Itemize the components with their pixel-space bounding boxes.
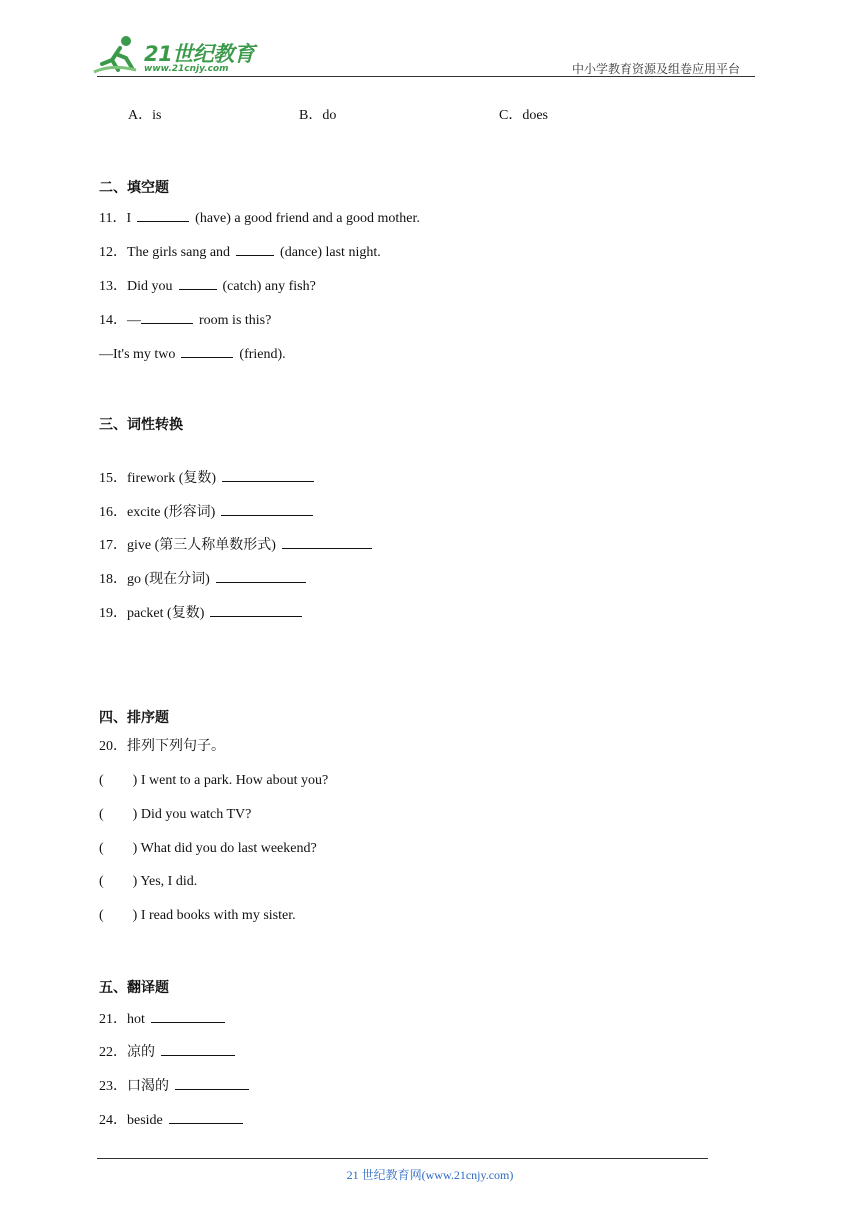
section-title-fill-blank: 二、填空题 <box>99 180 169 196</box>
answer-blank[interactable] <box>181 344 233 358</box>
option-c: C．does <box>499 108 548 123</box>
order-item <box>99 873 197 891</box>
order-sentence: ) Yes, I did. <box>132 874 198 889</box>
question-text: 13．Did you <box>99 279 173 294</box>
order-sentence: ) Did you watch TV? <box>132 807 252 822</box>
runner-logo-icon <box>92 34 142 78</box>
question-20: 20．排列下列句子。 <box>99 739 225 754</box>
answer-blank[interactable] <box>169 1110 243 1124</box>
question-21 <box>99 1009 231 1029</box>
question-text: 24．beside <box>99 1113 163 1128</box>
question-22 <box>99 1042 241 1062</box>
header-divider <box>97 76 755 77</box>
order-sentence: ) What did you do last weekend? <box>132 841 317 856</box>
question-15 <box>99 468 320 488</box>
question-text: 18．go (现在分词) <box>99 572 210 587</box>
order-bracket[interactable]: ( <box>99 807 104 822</box>
section-title-translation: 五、翻译题 <box>99 980 169 996</box>
question-text: (catch) any fish? <box>222 279 316 294</box>
answer-blank[interactable] <box>179 276 217 290</box>
option-b: B．do <box>299 108 337 123</box>
question-24 <box>99 1110 249 1130</box>
question-18 <box>99 569 312 589</box>
question-13 <box>99 276 316 296</box>
question-text: 12．The girls sang and <box>99 245 231 260</box>
logo-text: 21世纪教育 <box>144 42 255 66</box>
header-platform-text: 中小学教育资源及组卷应用平台 <box>572 62 741 76</box>
question-text: —It's my two <box>99 347 176 362</box>
question-text: (dance) last night. <box>280 245 381 260</box>
order-sentence: ) I went to a park. How about you? <box>132 773 329 788</box>
answer-blank[interactable] <box>282 535 372 549</box>
question-text: (friend). <box>239 347 286 362</box>
logo <box>92 34 262 78</box>
question-text: 23．口渴的 <box>99 1079 169 1094</box>
answer-blank[interactable] <box>236 242 274 256</box>
order-item <box>99 806 251 824</box>
question-text: (have) a good friend and a good mother. <box>195 211 420 226</box>
question-11 <box>99 208 420 228</box>
question-23 <box>99 1076 255 1096</box>
answer-blank[interactable] <box>141 310 193 324</box>
section-title-word-form: 三、词性转换 <box>99 417 183 433</box>
logo-url: www.21cnjy.com <box>144 64 229 74</box>
answer-blank[interactable] <box>151 1009 225 1023</box>
order-bracket[interactable]: ( <box>99 908 104 923</box>
question-17 <box>99 535 378 555</box>
question-12 <box>99 242 381 262</box>
question-text: 15．firework (复数) <box>99 471 217 486</box>
answer-blank[interactable] <box>216 569 306 583</box>
order-bracket[interactable]: ( <box>99 874 104 889</box>
question-text: 19．packet (复数) <box>99 606 205 621</box>
question-14 <box>99 310 271 330</box>
answer-blank[interactable] <box>175 1076 249 1090</box>
footer-link[interactable]: 21 世纪教育网(www.21cnjy.com) <box>346 1168 514 1182</box>
question-text: 22．凉的 <box>99 1045 155 1060</box>
answer-blank[interactable] <box>222 468 314 482</box>
option-a: A．is <box>128 108 162 123</box>
answer-blank[interactable] <box>137 208 189 222</box>
question-text: 14．— <box>99 313 141 328</box>
order-item <box>99 772 328 790</box>
answer-blank[interactable] <box>161 1042 235 1056</box>
order-bracket[interactable]: ( <box>99 841 104 856</box>
answer-blank[interactable] <box>221 502 313 516</box>
question-text: 11．I <box>99 211 132 226</box>
order-item <box>99 840 317 858</box>
section-title-ordering: 四、排序题 <box>99 710 169 726</box>
question-text: 16．excite (形容词) <box>99 505 216 520</box>
question-text: 17．give (第三人称单数形式) <box>99 538 276 553</box>
question-19 <box>99 603 308 623</box>
answer-blank[interactable] <box>210 603 302 617</box>
question-text: 21．hot <box>99 1012 145 1027</box>
question-text: room is this? <box>199 313 272 328</box>
question-16 <box>99 502 319 522</box>
order-bracket[interactable]: ( <box>99 773 104 788</box>
order-item <box>99 907 296 925</box>
question-14-reply <box>99 344 286 364</box>
footer-divider <box>97 1158 708 1159</box>
order-sentence: ) I read books with my sister. <box>132 908 296 923</box>
